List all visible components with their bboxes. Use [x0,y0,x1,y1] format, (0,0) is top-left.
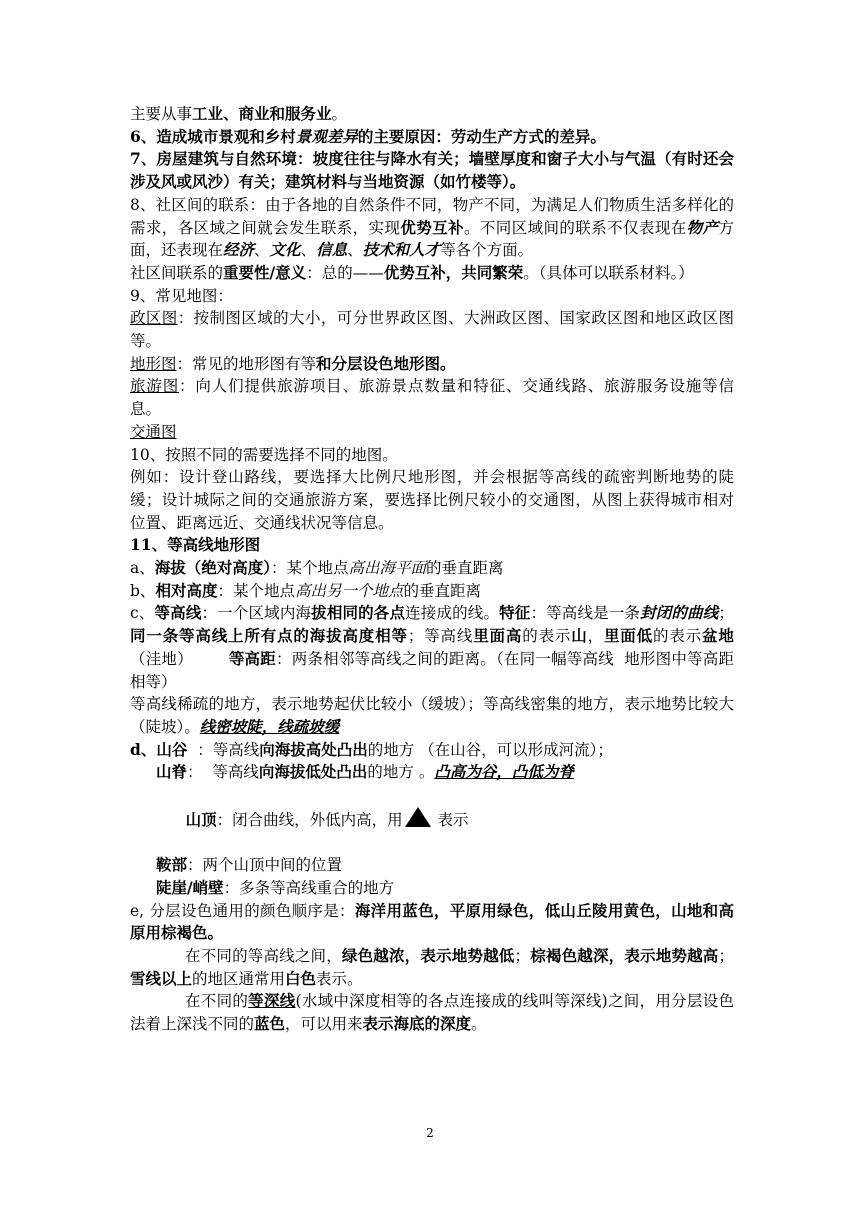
text-run: e, 分层设色通用的颜色顺序是： [130,901,355,920]
text-run: ：等高线是一条 [530,604,641,623]
text-run: ，可以用来 [285,1015,363,1034]
text-run: 陡崖/峭壁 [156,877,224,897]
text-run: ； [718,604,734,623]
text-run: 在不同的 [185,992,249,1011]
text-run: 重要性/意义 [223,262,307,282]
text-run: 封闭的曲线 [640,603,719,623]
paragraph [130,194,734,262]
text-run: 、 [254,241,270,260]
text-run: ： 等高线 [187,763,259,782]
text-run: 的地区通常用 [192,969,286,988]
text-run: 等各个方面。 [440,241,534,260]
text-run: 等高距 [228,648,276,668]
text-run: 。不同区域间的联系不仅表现在 [463,218,687,237]
text-run: ：向人们提供旅游项目、旅游景点数量和特征、交通线路、旅游服务设施等信息。 [130,377,734,419]
text-run: ：等高线 [187,740,260,759]
text-run: ：某个地点 [271,559,349,578]
text-run: 里面高 [473,626,523,646]
paragraph [130,285,734,308]
text-run: 方面，还表现在 [130,218,734,260]
text-run: 政区图 [130,309,178,328]
text-run: ； [514,947,530,966]
text-run: 特征 [499,603,531,623]
text-run: 11、等高线地形图 [130,535,261,555]
paragraph [130,580,734,603]
text-run: 技术和人才 [362,240,441,260]
text-run: 的垂直距离 [426,559,504,578]
text-run: 、 [347,241,363,260]
text-run: （洼地） [130,649,229,668]
section-heading [130,534,734,557]
text-run: 等高线稀疏的地方，表示地势起伏比较小（缓坡）；等高线密集的地方，表示地势比较大（陡坡）。 [130,695,734,736]
text-run: a、 [130,559,155,578]
paragraph [130,466,734,534]
text-run: 的垂直距离 [403,581,481,600]
page-content [130,103,734,1036]
text-run: 优势互补 [400,217,464,237]
text-run: 高出另一个地点 [294,581,404,600]
text-run: 物产 [686,217,719,237]
text-run: ；等高线 [407,627,474,646]
text-run: 同一条等高线上所有点的海拔高度相等 [130,626,408,646]
text-run: 蓝色 [254,1014,286,1034]
text-run: 等高线 [154,603,202,623]
paragraph [130,784,734,854]
run-group [186,811,403,829]
text-run: ：常见的地形图有等 [176,354,317,373]
triangle-icon [405,807,431,827]
text-run: 经济 [223,240,255,260]
text-run: 6、造成城市景观和乡村 [130,126,296,146]
paragraph [130,877,734,900]
text-run: 交通图 [130,422,177,441]
paragraph [130,761,734,784]
text-run: 海拔（绝对高度） [154,558,272,578]
text-run: 里面低 [603,626,653,646]
paragraph [130,444,734,467]
paragraph [130,103,734,126]
text-run: 海洋用蓝色，平原用绿色，低山丘陵用黄色，山地和高原用棕褐色。 [130,900,734,943]
paragraph [130,557,734,580]
paragraph [130,900,734,945]
text-run: ：多条等高线重合的地方 [223,878,395,897]
text-run: 拔相同的各点 [311,603,406,623]
text-run: d、山谷 [130,739,188,759]
text-run: 等深线 [248,991,296,1011]
text-run: 表示。 [316,969,363,988]
text-run: 旅游图 [130,377,180,396]
text-run: ， [587,627,604,646]
text-run: 向海拔低处凸出 [258,762,368,782]
text-run: 9、常见地图： [130,286,233,305]
paragraph [130,739,734,762]
text-run: ； [718,947,734,966]
text-run: 的表示 [653,627,703,646]
page-number: 2 [426,1126,434,1140]
text-run: 盆地 [702,626,734,646]
text-run: 棕褐色越深，表示地势越高 [530,946,719,966]
text-run: 白色 [285,968,317,988]
text-run: c、 [130,604,155,623]
text-run: 在不同的等高线之间， [185,947,342,966]
text-run: 10、按照不同的需要选择不同的地图。 [130,445,398,464]
paragraph [130,990,734,1035]
text-run: 的地方 （在山谷，可以形成河流）； [367,740,613,759]
text-run: 高出海平面 [348,559,427,578]
text-run: 绿色越浓，表示地势越低 [341,946,515,966]
text-run: 凸高为谷，凸低为脊 [434,762,574,782]
text-run: 鞍部 [156,855,188,875]
paragraph [130,945,734,990]
text-run: 山脊 [156,762,188,782]
text-run: 。 [471,1015,487,1034]
text-run: ：总的—— [306,263,384,282]
paragraph [130,693,734,738]
paragraph [130,126,734,149]
text-run: 。 [331,105,348,123]
text-run: 8、社区间的联系：由于各地的自然条件不同，物产不同，为满足人们物质生活多样化的需求，各区域之间就会发生联系，实现 [130,195,734,237]
text-run: ：某个地点 [217,581,295,600]
text-run: 和分层设色地形图。 [316,353,456,373]
text-run: 社区间联系的 [130,263,224,282]
text-run: 优势互补，共同繁荣 [383,262,524,282]
text-run: 表示 [432,810,469,829]
text-run: 山 [571,626,588,646]
paragraph [130,353,734,376]
paragraph [130,307,734,352]
text-run: 连接成的线。 [405,604,500,623]
text-run: 工业、商业和服务业 [192,104,332,123]
text-run: 信息 [316,240,348,260]
text-run: b、 [130,581,156,600]
text-run: 地形图 [130,354,177,373]
paragraph [130,421,734,444]
paragraph [130,602,734,693]
text-run: 例如：设计登山路线，要选择大比例尺地形图，并会根据等高线的疏密判断地势的陡缓；设计城际之间的交通旅游方案，要选择比例尺较小的交通图，从图上获得城市相对位置、距离远近、交通线状况等信息。 [130,468,734,532]
text-run: 7、房屋建筑与自然环境：坡度往往与降水有关；墙壁厚度和窗子大小与气温（有时还会涉及风或风沙）有关；建筑材料与当地资源（如竹楼等）。 [130,149,734,192]
text-run: ：两条相邻等高线之间的距离。（在同一幅等高线 地形图中等高距相等） [130,649,734,691]
text-run: ：闭合曲线，外低内高，用 [216,810,403,829]
run-group [433,811,469,829]
text-run: 文化 [269,240,301,260]
paragraph [130,262,734,285]
text-run: 相对高度 [155,580,218,600]
paragraph [130,375,734,420]
text-run: 的主要原因：劳动生产方式的差异。 [357,126,606,146]
paragraph [130,148,734,193]
text-run: 。（具体可以联系材料。） [523,263,694,282]
text-run: 表示海底的深度 [362,1014,472,1034]
text-run: (水域中深度相等的各点连接成的线叫等深线)之间，用分层设色法着上深浅不同的 [130,992,734,1034]
text-run: 的表示 [522,627,572,646]
text-run: 雪线以上 [130,968,193,988]
text-run: ：两个山顶中间的位置 [187,856,343,875]
text-run: ：按制图区域的大小，可分世界政区图、大洲政区图、国家政区图和地区政区图等。 [130,309,734,351]
paragraph [130,854,734,877]
text-run: 山顶 [185,809,217,829]
text-run: 景观差异 [295,126,358,146]
text-run: 主要从事 [130,105,193,123]
text-run: 向海拔高处凸出 [259,739,368,759]
text-run: 的地方 。 [367,763,435,782]
text-run: 线密坡陡，线疏坡缓 [199,716,340,736]
text-run: 、 [300,241,317,260]
text-run: ：一个区域内海 [201,604,312,623]
